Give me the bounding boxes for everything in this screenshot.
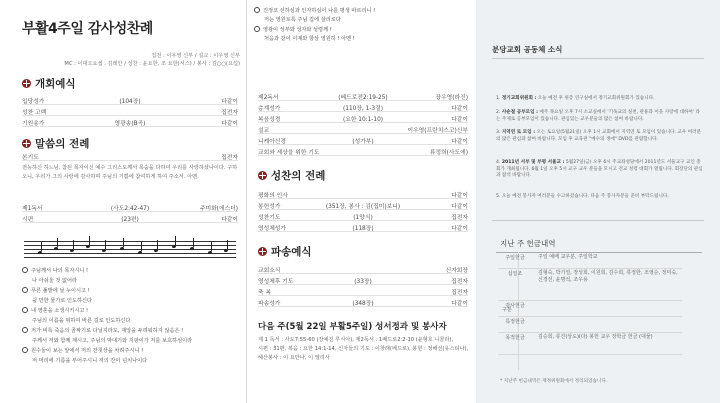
list-item: 진정코 선하심과 인자하심이 나를 평생 따르리니 ! [254, 6, 468, 16]
list-item: 처음과 같이 이제와 항상 영원히 ! 아멘 ! [264, 36, 355, 42]
next-week-info: 제 1 독서 : 사도7:55-60 (장예진 루시아), 제2독서 : 1베드로2:2-10 (윤형호 니콜라), 시편 : 31편, 복음 : 요한 14:1-14, 신자들의 기도 : 이창래(베드로), 봉헌 : 정해선(유스티나), 헤산봉사 : 이 요안나, 이 엘리사 [258, 337, 469, 361]
order-row: 기원송가 영광송(B곡) 다같이 [22, 118, 238, 127]
order-row: 성찬기도 (1양식) 집전자 [258, 212, 468, 221]
cross-icon [258, 247, 267, 256]
psalm-verse-continued [254, 6, 468, 44]
order-row: 봉헌성가 (351장, 봉사 : 김(집미)보니) 다같이 [258, 201, 468, 210]
table-row: 특정헌금 [498, 316, 682, 333]
left-column [18, 0, 240, 403]
list-item: 원수들이 보는 앞에서 저의 잔칫상을 차려주시니 ! [22, 346, 238, 356]
list-item: 저가 비록 죽음의 골짜기로 다닐지라도, 재앙을 두려워하지 않음은 ! [22, 326, 238, 336]
list-item: 나 아쉬울 것 없어라 [32, 278, 78, 284]
psalm-music-staff [24, 237, 236, 261]
news-item: 5. 오늘 예전 봉사자 여러분들 수고하셨습니다. 다음 주 봉사자분들 준비 부탁드립니다. [496, 194, 669, 199]
order-row: 니케아신경 (성가부) 다같이 [258, 136, 468, 145]
table-row: 목적헌금 김승희, 류진(상도)(다) 봉헌 교우 장학금 헌금 (대물) [498, 332, 682, 355]
order-row: 영성체후 기도 (33장) 집전자 [258, 276, 468, 285]
list-item: 주님의 이름을 위하여 바른 길로 인도하신다 [32, 318, 131, 324]
order-row: 복음성경 (요한 10:1-10) 다같이 [258, 114, 468, 123]
order-row: 교회와 세상을 위한 기도 류정희(사도에) [258, 147, 468, 156]
divider [492, 58, 704, 59]
list-item: 내 영혼을 소생시키시고 ! [22, 306, 238, 316]
order-row: 축 복 집전자 [258, 287, 468, 296]
word-section-heading: 말씀의 전례 [22, 136, 89, 151]
order-row: 평화의 인사 다같이 [258, 190, 468, 199]
list-item: 영광이 성부와 성자와 성령께 ! [254, 25, 468, 35]
list-item: 주께서 저와 함께 계시고, 주님의 막대기와 지팡이가 저를 보호하심이라 [32, 338, 193, 344]
news-heading: 분당교회 공동체 소식 [492, 45, 563, 54]
news-item: 3. 지역연 토 모임 : 오는 토요일(5월21일) 오후 1시 교회에서 지역연 토 모임이 있습니다. 교우 여러분의 많은 관심과 참여 바랍니다. 모임 후 교육관 "예수의 생애" DVD를 관람합니다. [496, 130, 702, 142]
order-row: 입당성가 (104장) 다같이 [22, 96, 238, 105]
dismissal-section-heading: 파송예식 [258, 244, 312, 259]
table-row: 십일조 김형숙, 박기열, 장성희, 이원희, 김수희, 류정한, 조영순, 정미숙, 신경선, 윤명석, 조우용 [498, 268, 682, 301]
cross-icon [258, 171, 267, 180]
order-row: 층계성가 (110장, 1-3절) 다같이 [258, 103, 468, 112]
offering-heading: 지난 주 헌금내역 [500, 239, 556, 248]
news-item: 1. 정기교회위원회 : 오늘 예전 후 위층 연구실에서 정기교회위원회가 있습니다. [496, 96, 655, 101]
divider [492, 220, 704, 221]
eucharist-section-heading: 성찬의 전례 [258, 168, 325, 183]
list-item: 저는 영원토록 주님 집에 살리로다 [264, 17, 341, 23]
table-row: 주일헌금 주일 예배 교우분, 주일학교 [498, 252, 682, 269]
order-row: 본기도 집전자 [22, 152, 238, 161]
server-credit: MC : 이대오요셉 , 김레안 / 성찬 : 윤요한, 조 요한(서스) / 봉사 : 김○○(요섭) [64, 61, 240, 67]
officiant-credit: 집전 : 이우영 신부 / 설교 : 이우영 신부 [151, 53, 240, 59]
collect-prayer-text: 전능하신 하느님, 참된 목자이신 예수 그리스도께서 목숨을 다하여 우리를 사랑하셨나이다. 구하오니, 우리가 그의 사랑에 감사하며 주님의 기쁨에 참여하게 하여 주소서. 아멘. [22, 165, 238, 180]
list-item: 주님께서 나의 목자시니 ! [22, 266, 238, 276]
column-divider [246, 0, 247, 403]
offering-footnote: * 지난주 헌금내역은 재정위원회에서 정리되었습니다. [500, 379, 608, 384]
news-item: 2. 사순절 공부모임 : 매주 목요일 오후 7시 소교실에서 '기독교의 실천, 관용과 이웃 사랑에 대하여' 라는 주제로 공부모임이 있습니다. 관심있는 교우분들의 많은 참여 바랍니다. [496, 110, 700, 122]
table-row: 감사헌금 [498, 300, 682, 317]
order-row: 성찬 고백 집전자 [22, 107, 238, 116]
list-item: 푸른 풀밭에 날 누이시고 ! [22, 286, 238, 296]
order-row: 교회소식 신자회장 [258, 265, 468, 274]
cross-icon [22, 79, 31, 88]
right-sidebar [476, 0, 720, 403]
page-title: 부활4주일 감사성찬례 [22, 21, 153, 37]
psalm-verse-list [22, 266, 238, 366]
order-row: 영성체성가 (118장) 다같이 [258, 223, 468, 232]
news-item: 4. 2011년 서부 및 부평 서울교 : 5월27일(금) 오후 6시 주교좌성당에서 2011년도 서울교구 교인 총회가 개최됩니다. 6월 1일 오후 5시 교구 교우 분들을 모시고 전교 성령 대회가 열립니다. 회장단의 관심과 참석 바랍니다. [496, 160, 703, 178]
order-row: 설교 이우영(프란치스코)신부 [258, 125, 468, 134]
order-row: 제2독서 (베드로전2:19-25) 장우영(라진) [258, 92, 468, 101]
list-item: 저 머리에 기름을 부어주시니 저의 잔이 넘치나이다 [32, 358, 148, 364]
next-week-heading: 다음 주(5월 22일 부활5주일) 성서정과 및 봉사자 [258, 322, 447, 332]
order-row: 시편 (23편) 다같이 [22, 214, 238, 223]
opening-section-heading: 개회예식 [22, 76, 76, 91]
order-row: 파송성가 (348장) 다같이 [258, 298, 468, 307]
cross-icon [22, 139, 31, 148]
list-item: 쉴 만한 물가로 인도하신다 [32, 298, 93, 304]
order-row: 제1독서 (사도2:42-47) 주미화(에스더) [22, 203, 238, 212]
offering-category-header: 구분 [496, 252, 519, 370]
middle-column [254, 0, 468, 403]
